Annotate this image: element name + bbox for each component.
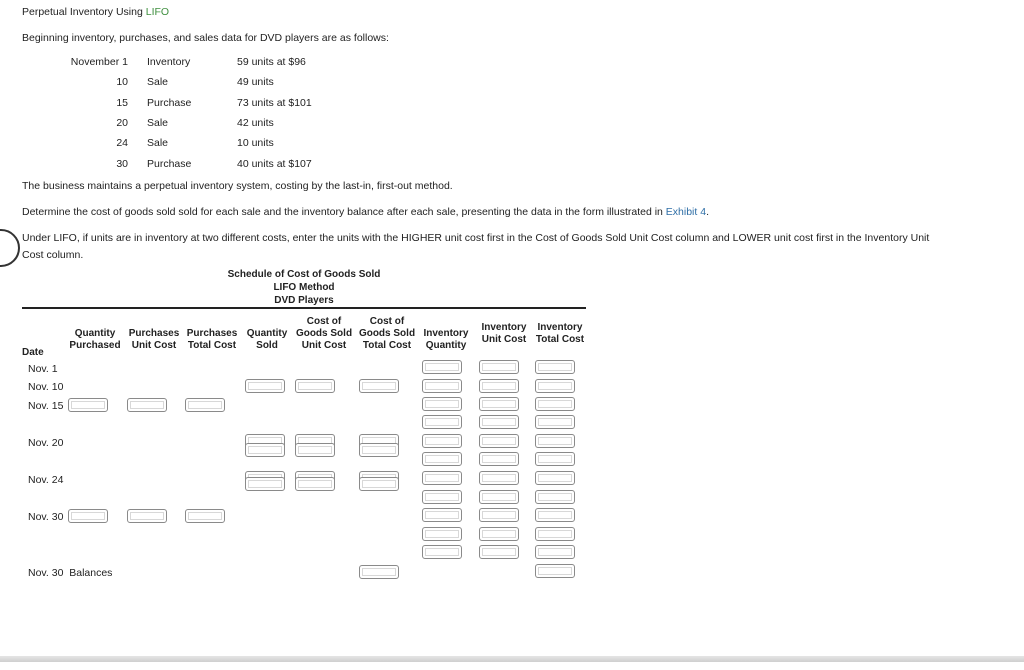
inventory-unit-cost-input[interactable] bbox=[479, 434, 519, 448]
row-label-nov-30-balances: Nov. 30 Balances bbox=[28, 567, 113, 579]
intro-text: Beginning inventory, purchases, and sales data for DVD players are as follows: bbox=[22, 32, 389, 44]
inventory-unit-cost-input[interactable] bbox=[479, 545, 519, 559]
header-line: Purchases bbox=[186, 328, 238, 339]
data-date: 24 bbox=[116, 137, 128, 149]
schedule-product: DVD Players bbox=[274, 295, 334, 306]
data-detail: 40 units at $107 bbox=[237, 158, 312, 170]
cogs-total-cost-nov10-input[interactable] bbox=[359, 379, 399, 393]
inventory-unit-cost-input[interactable] bbox=[479, 490, 519, 504]
inventory-total-cost-input[interactable] bbox=[535, 527, 575, 541]
data-type: Sale bbox=[147, 137, 169, 149]
purchases-unit-cost-nov30-input[interactable] bbox=[127, 509, 167, 523]
inventory-quantity-input[interactable] bbox=[422, 379, 462, 393]
inventory-total-cost-input[interactable] bbox=[535, 508, 575, 522]
row-label-nov-1: Nov. 1 bbox=[28, 363, 58, 375]
header-date: Date bbox=[22, 347, 44, 358]
title-text: Perpetual Inventory Using bbox=[22, 6, 146, 18]
exhibit-link[interactable]: Exhibit 4 bbox=[665, 206, 707, 218]
row-label-nov-10: Nov. 10 bbox=[28, 381, 64, 393]
inventory-quantity-input[interactable] bbox=[422, 508, 462, 522]
data-date: November 1 bbox=[70, 56, 128, 68]
header-line: Purchased bbox=[69, 340, 121, 351]
header-line: Quantity bbox=[74, 328, 116, 339]
inventory-unit-cost-input[interactable] bbox=[479, 360, 519, 374]
lifo-instruction-line1: Under LIFO, if units are in inventory at two different costs, enter the units with the HIGHER unit cost first in the Cost of Goods Sold Unit Cost column and LOWER unit cost first in the Inventory Unit bbox=[22, 232, 930, 244]
inventory-total-cost-input[interactable] bbox=[535, 360, 575, 374]
inventory-quantity-input[interactable] bbox=[422, 434, 462, 448]
data-detail: 10 units bbox=[237, 137, 274, 149]
header-cogs-total-cost bbox=[356, 316, 418, 352]
header-line: Sold bbox=[256, 340, 278, 351]
qty-sold-nov10-input[interactable] bbox=[245, 379, 285, 393]
header-line: Inventory bbox=[481, 322, 527, 333]
row-label-nov-30: Nov. 30 bbox=[28, 511, 64, 523]
header-line: Cost of bbox=[369, 316, 405, 327]
data-date: 20 bbox=[116, 117, 128, 129]
schedule-divider bbox=[22, 307, 586, 309]
qty-purchased-nov15-input[interactable] bbox=[68, 398, 108, 412]
inventory-quantity-input[interactable] bbox=[422, 452, 462, 466]
header-line: Purchases bbox=[128, 328, 180, 339]
header-line: Quantity bbox=[246, 328, 288, 339]
inventory-unit-cost-input[interactable] bbox=[479, 379, 519, 393]
inventory-total-cost-input[interactable] bbox=[535, 471, 575, 485]
inventory-total-cost-input[interactable] bbox=[535, 545, 575, 559]
determine-text: Determine the cost of goods sold sold for each sale and the inventory balance after each sale, presenting the data in the form illustrated in bbox=[22, 206, 666, 218]
data-detail: 42 units bbox=[237, 117, 274, 129]
inventory-quantity-input[interactable] bbox=[422, 471, 462, 485]
data-type: Sale bbox=[147, 117, 169, 129]
data-detail: 73 units at $101 bbox=[237, 97, 312, 109]
cogs-unit-cost-nov20-input-b[interactable] bbox=[295, 443, 335, 457]
cogs-unit-cost-nov24-input-b[interactable] bbox=[295, 477, 335, 491]
data-type: Purchase bbox=[147, 158, 192, 170]
header-line: Total Cost bbox=[362, 340, 412, 351]
inventory-total-balance-input[interactable] bbox=[535, 564, 575, 578]
inventory-total-cost-input[interactable] bbox=[535, 490, 575, 504]
inventory-unit-cost-input[interactable] bbox=[479, 508, 519, 522]
method-note: The business maintains a perpetual inventory system, costing by the last-in, first-out method. bbox=[22, 180, 453, 192]
inventory-quantity-input[interactable] bbox=[422, 415, 462, 429]
cogs-unit-cost-nov10-input[interactable] bbox=[295, 379, 335, 393]
header-qty-sold bbox=[242, 328, 292, 352]
inventory-total-cost-input[interactable] bbox=[535, 452, 575, 466]
header-inventory-total-cost bbox=[532, 322, 588, 346]
qty-purchased-nov30-input[interactable] bbox=[68, 509, 108, 523]
lifo-instruction-line2: Cost column. bbox=[22, 249, 84, 261]
data-date: 15 bbox=[116, 97, 128, 109]
qty-sold-nov24-input-b[interactable] bbox=[245, 477, 285, 491]
inventory-total-cost-input[interactable] bbox=[535, 397, 575, 411]
header-qty-purchased bbox=[66, 328, 124, 352]
header-line: Goods Sold bbox=[358, 328, 416, 339]
data-detail: 49 units bbox=[237, 76, 274, 88]
focus-indicator bbox=[0, 229, 20, 267]
data-type: Sale bbox=[147, 76, 169, 88]
header-inventory-quantity bbox=[418, 328, 474, 352]
page-title bbox=[22, 6, 169, 18]
header-line: Unit Cost bbox=[131, 340, 177, 351]
data-type: Inventory bbox=[147, 56, 191, 68]
data-date: 30 bbox=[116, 158, 128, 170]
bottom-scroll-edge bbox=[0, 656, 1024, 662]
inventory-unit-cost-input[interactable] bbox=[479, 415, 519, 429]
inventory-total-cost-input[interactable] bbox=[535, 434, 575, 448]
inventory-quantity-input[interactable] bbox=[422, 490, 462, 504]
purchases-unit-cost-nov15-input[interactable] bbox=[127, 398, 167, 412]
inventory-unit-cost-input[interactable] bbox=[479, 471, 519, 485]
data-date: 10 bbox=[116, 76, 128, 88]
determine-suffix: . bbox=[706, 206, 709, 218]
header-line: Inventory bbox=[423, 328, 469, 339]
header-line: Quantity bbox=[425, 340, 467, 351]
header-inventory-unit-cost bbox=[476, 322, 532, 346]
data-type: Purchase bbox=[147, 97, 192, 109]
purchases-total-cost-nov30-input[interactable] bbox=[185, 509, 225, 523]
inventory-quantity-input[interactable] bbox=[422, 397, 462, 411]
schedule-title: Schedule of Cost of Goods Sold bbox=[227, 269, 381, 280]
inventory-quantity-input[interactable] bbox=[422, 360, 462, 374]
header-line: Inventory bbox=[537, 322, 583, 333]
determine-instruction bbox=[22, 206, 709, 218]
header-purchases-unit-cost bbox=[126, 328, 182, 352]
purchases-total-cost-nov15-input[interactable] bbox=[185, 398, 225, 412]
header-line: Total Cost bbox=[535, 334, 585, 345]
inventory-unit-cost-input[interactable] bbox=[479, 452, 519, 466]
inventory-quantity-input[interactable] bbox=[422, 527, 462, 541]
cogs-total-cost-nov20-input-b[interactable] bbox=[359, 443, 399, 457]
header-cogs-unit-cost bbox=[294, 316, 354, 352]
inventory-unit-cost-input[interactable] bbox=[479, 397, 519, 411]
cogs-total-balance-input[interactable] bbox=[359, 565, 399, 579]
row-label-nov-15: Nov. 15 bbox=[28, 400, 64, 412]
row-label-nov-24: Nov. 24 bbox=[28, 474, 64, 486]
inventory-total-cost-input[interactable] bbox=[535, 379, 575, 393]
data-detail: 59 units at $96 bbox=[237, 56, 306, 68]
header-line: Unit Cost bbox=[301, 340, 347, 351]
header-line: Unit Cost bbox=[481, 334, 527, 345]
row-label-nov-20: Nov. 20 bbox=[28, 437, 64, 449]
header-line: Total Cost bbox=[187, 340, 237, 351]
cogs-total-cost-nov24-input-b[interactable] bbox=[359, 477, 399, 491]
inventory-quantity-input[interactable] bbox=[422, 545, 462, 559]
header-line: Cost of bbox=[306, 316, 342, 327]
inventory-unit-cost-input[interactable] bbox=[479, 527, 519, 541]
header-purchases-total-cost bbox=[184, 328, 240, 352]
schedule-method: LIFO Method bbox=[273, 282, 335, 293]
inventory-total-cost-input[interactable] bbox=[535, 415, 575, 429]
qty-sold-nov20-input-b[interactable] bbox=[245, 443, 285, 457]
header-line: Goods Sold bbox=[295, 328, 353, 339]
lifo-link[interactable]: LIFO bbox=[145, 6, 170, 18]
